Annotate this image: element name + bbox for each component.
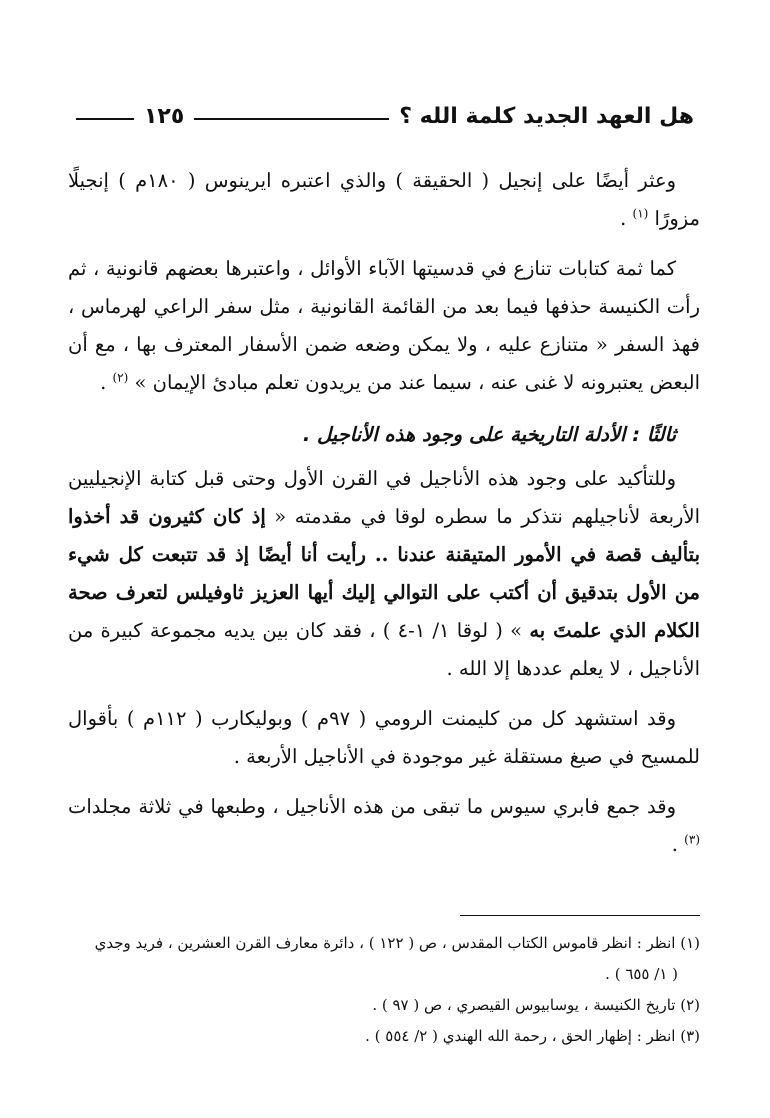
footnote-1: (١) انظر : انظر قاموس الكتاب المقدس ، ص ( ١٢٢ ) ، دائرة معارف القرن العشرين ، فريد وجدي	[94, 934, 700, 952]
footnote-1-continued: ( ١/ ٦٥٥ ) .	[605, 965, 678, 983]
paragraph-1	[68, 162, 700, 238]
footnote-2: (٢) تاريخ الكنيسة ، يوسابيوس القيصري ، ص ( ٩٧ ) .	[372, 996, 700, 1014]
paragraph-3-intro: وللتأكيد على وجود هذه الأناجيل في القرن الأول وحتى قبل كتابة الإنجيليين الأربعة لأناجيلهم نتذكر ما سطره لوقا في مقدمته «	[68, 467, 700, 528]
footnote-ref-3: (٣)	[684, 832, 700, 847]
footnote-ref-2: (٢)	[112, 370, 129, 385]
paragraph-3-end: » ( لوقا ١/ ١-٤ ) ، فقد كان بين يديه مجموعة كبيرة من الأناجيل ، لا يعلم عددها إلا الله .	[68, 619, 700, 680]
header-title: هل العهد الجديد كلمة الله ؟	[399, 103, 694, 129]
header-rule-tail	[76, 118, 134, 120]
header-rule	[194, 118, 389, 120]
paragraph-2-end: .	[100, 371, 113, 394]
paragraph-5-end: .	[671, 833, 685, 856]
section-heading: ثالثًا : الأدلة التاريخية على وجود هذه الأناجيل .	[302, 423, 676, 446]
page-number: ١٢٥	[144, 103, 185, 129]
footnote-rule	[460, 915, 700, 916]
paragraph-1-end: .	[620, 207, 633, 230]
main-text	[68, 162, 700, 864]
footnote-ref-1: (١)	[632, 206, 649, 221]
paragraph-4: وقد استشهد كل من كليمنت الرومي ( ٩٧م ) وبوليكارب ( ١١٢م ) بأقوال للمسيح في صيغ مستقلة غير موجودة في الأناجيل الأربعة .	[68, 707, 700, 768]
footnote-rule-wrap	[68, 915, 700, 916]
paragraph-1-text: وعثر أيضًا على إنجيل ( الحقيقة ) والذي اعتبره ايرينوس ( ١٨٠م ) إنجيلًا مزورًا	[68, 169, 700, 230]
paragraph-2-text: كما ثمة كتابات تنازع في قدسيتها الآباء الأوائل ، واعتبرها بعضهم قانونية ، ثم رأت الكنيسة حذفها فيما بعد من القائمة القانونية ، مثل سفر الراعي لهرماس ، فهذ السفر « متنازع عليه ، ولا يمكن وضعه ضمن الأسفار المعترف بها ، مع أن البعض يعتبرونه لا غنى عنه ، سيما عند من يريدون تعلم مبادئ الإيمان »	[68, 257, 700, 394]
paragraph-5-text: وقد جمع فابري سيوس ما تبقى من هذه الأناجيل ، وطبعها في ثلاثة مجلدات	[68, 795, 676, 818]
paragraph-3	[68, 460, 700, 688]
running-header	[76, 96, 694, 136]
footnotes	[68, 915, 700, 1052]
paragraph-5	[68, 788, 700, 864]
paragraph-2	[68, 250, 700, 402]
footnote-3: (٣) انظر : إظهار الحق ، رحمة الله الهندي ( ٢/ ٥٥٤ ) .	[365, 1027, 700, 1045]
luke-quote: إذ كان كثيرون قد أخذوا بتأليف قصة في الأمور المتيقنة عندنا .. رأيت أنا أيضًا إذ قد تتبعت كل شيء من الأول بتدقيق أن أكتب على التوالي إليك أيها العزيز ثاوفيلس لتعرف صحة الكلام الذي علمتَ به	[68, 505, 700, 642]
